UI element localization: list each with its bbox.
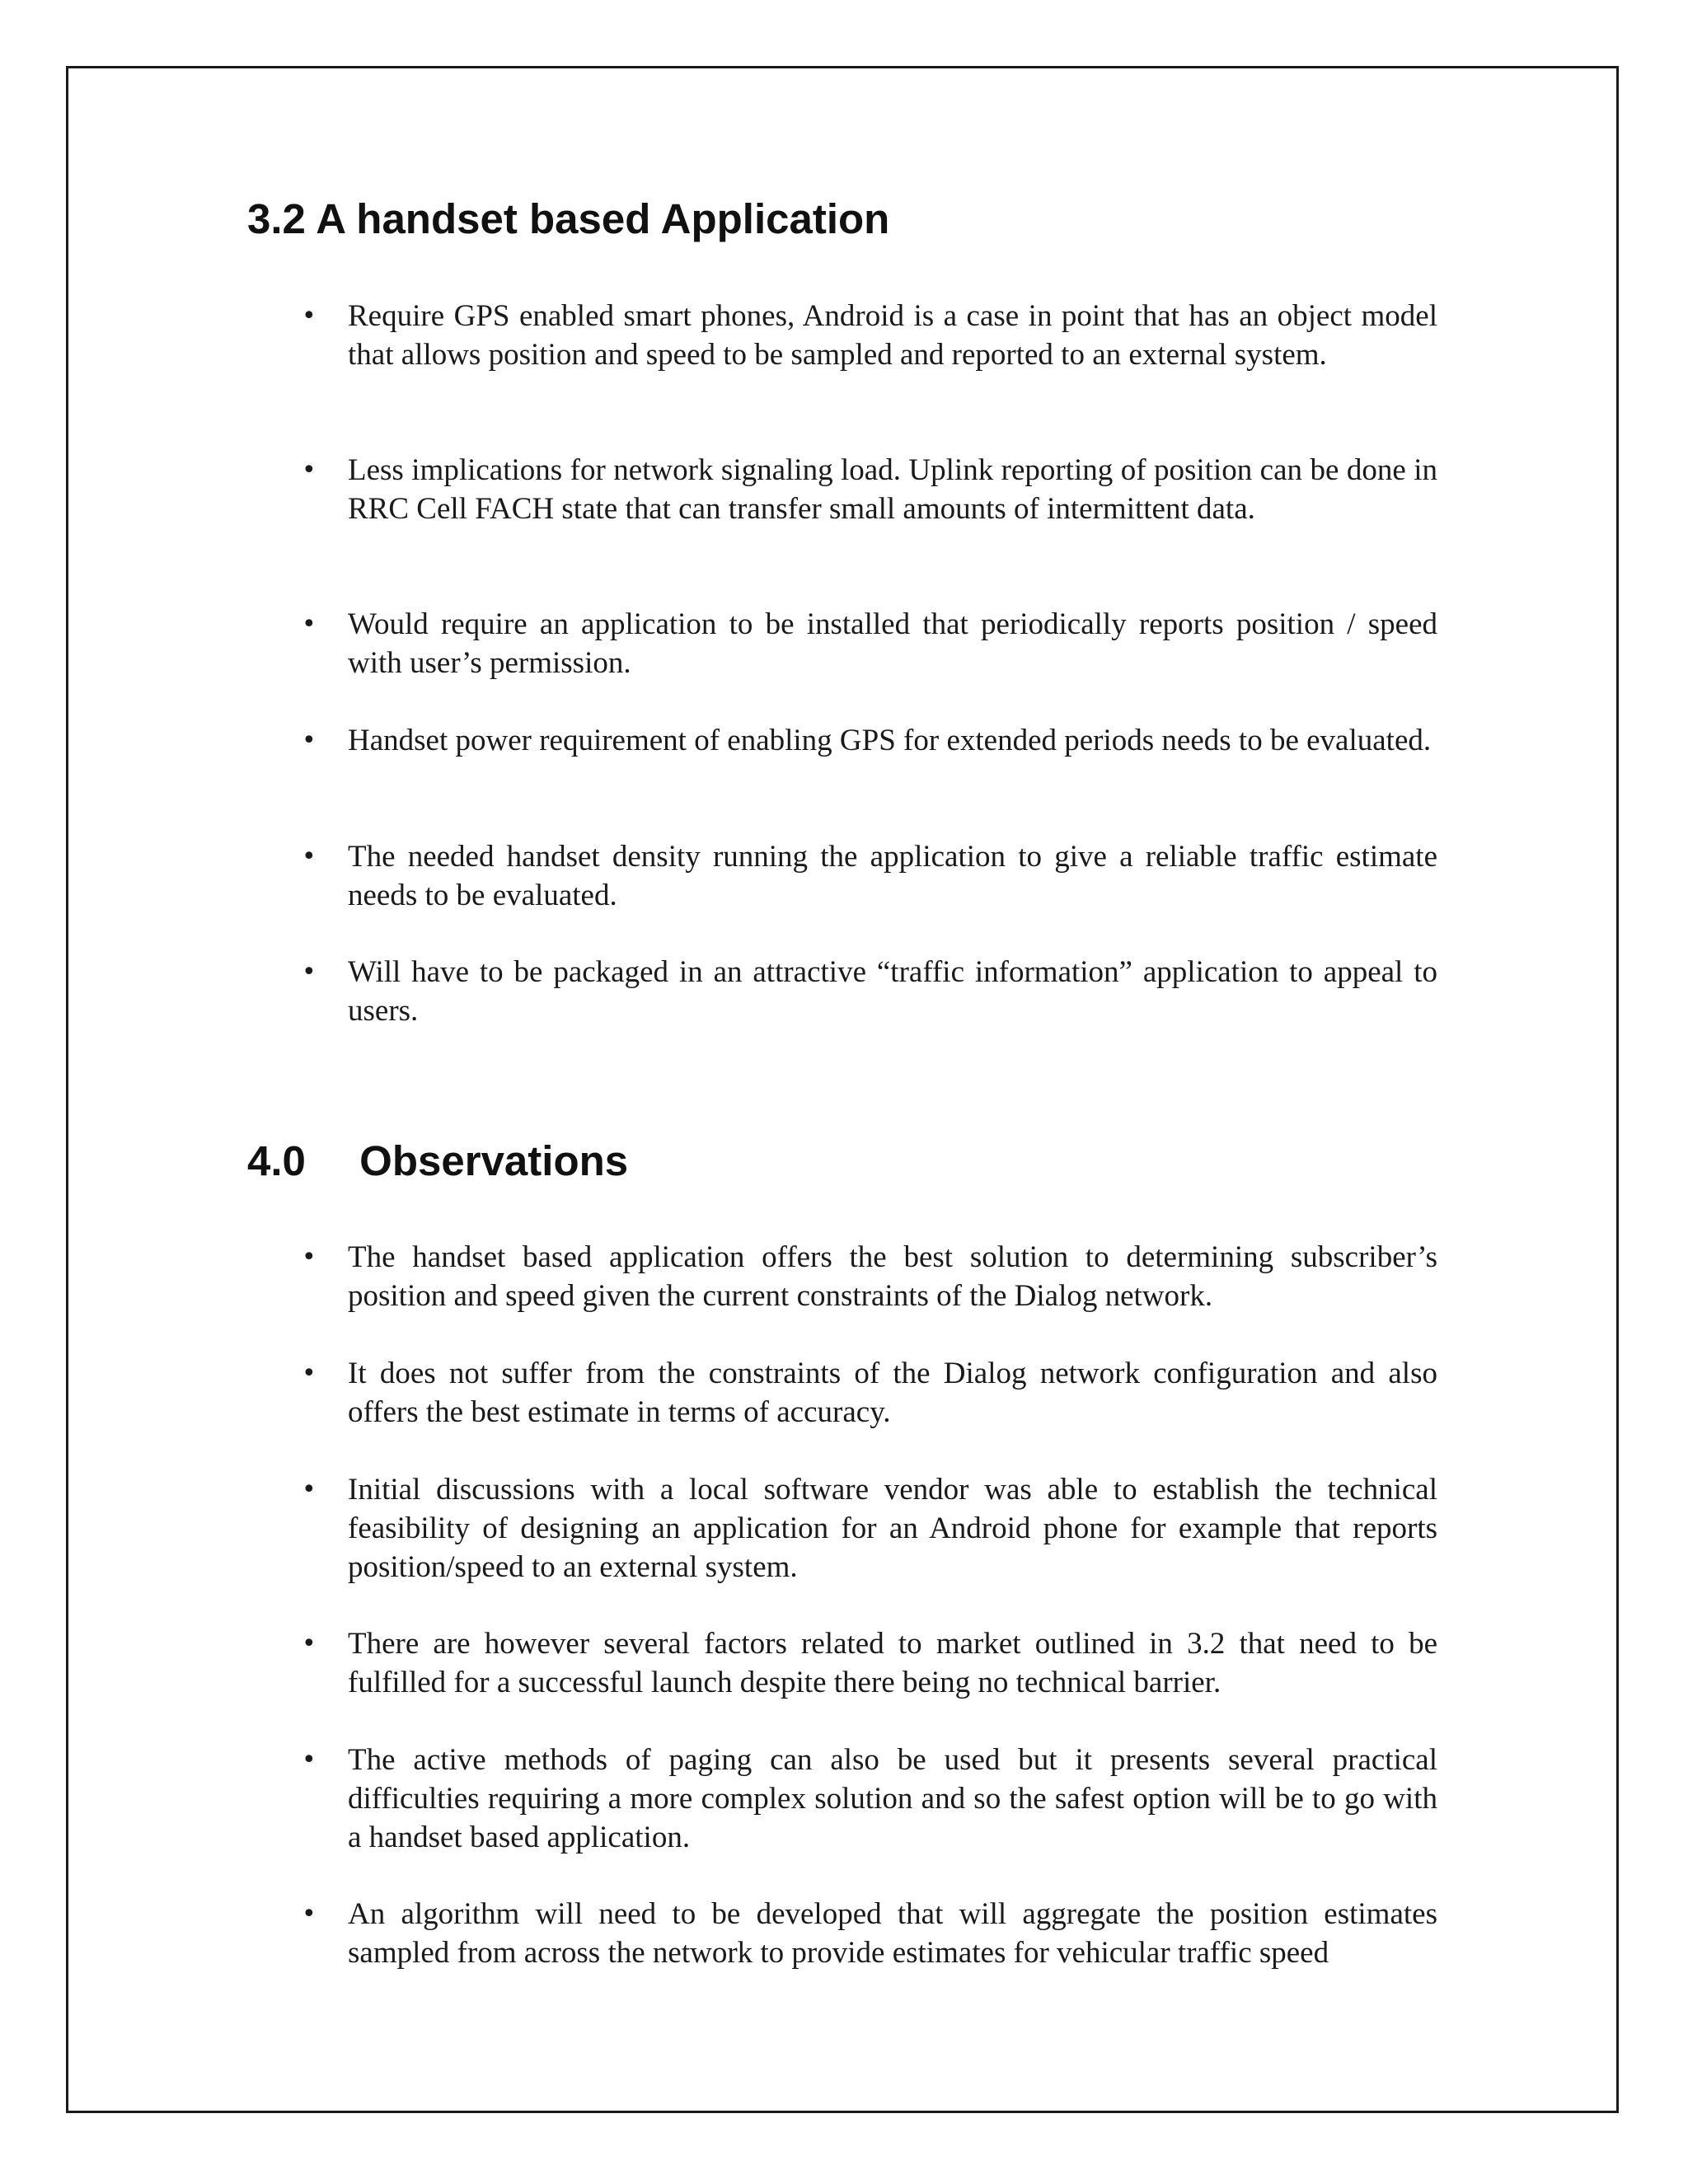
list-item: • Initial discussions with a local software vendor was able to establish the technical feasibility of designing an application for an Android phone for example that reports position/speed to an external system. [348,1470,1437,1586]
bullet-icon: • [302,610,316,639]
bullet-icon: • [302,1629,316,1658]
bullet-icon: • [302,302,316,330]
bullet-icon: • [302,1243,316,1272]
section-heading-4-0 [247,1137,628,1185]
list-item: • Require GPS enabled smart phones, Android is a case in point that has an object model that allows position and speed to be sampled and reported to an external system. [348,297,1437,374]
list-item: • There are however several factors related to market outlined in 3.2 that need to be fulfilled for a successful launch despite there being no technical barrier. [348,1624,1437,1702]
list-item: • It does not suffer from the constraints of the Dialog network configuration and also offers the best estimate in terms of accuracy. [348,1354,1437,1432]
list-item: • The needed handset density running the application to give a reliable traffic estimate needs to be evaluated. [348,837,1437,915]
section-number: 3.2 [247,195,306,242]
list-item: • Less implications for network signaling load. Uplink reporting of position can be done in RRC Cell FACH state that can transfer small amounts of intermittent data. [348,451,1437,528]
section-title: Observations [359,1137,629,1184]
bullet-icon: • [302,1900,316,1929]
list-item: • The active methods of paging can also be used but it presents several practical difficulties requiring a more complex solution and so the safest option will be to go with a handset based application. [348,1741,1437,1857]
bullet-icon: • [302,726,316,755]
section-number: 4.0 [247,1137,306,1184]
list-item: • Would require an application to be installed that periodically reports position / speed with user’s permission. [348,605,1437,682]
bullet-icon: • [302,842,316,871]
section-title: A handset based Application [316,195,890,242]
bullet-icon: • [302,958,316,987]
list-item: • The handset based application offers the best solution to determining subscriber’s position and speed given the current constraints of the Dialog network. [348,1238,1437,1315]
list-item: • Will have to be packaged in an attractive “traffic information” application to appeal to users. [348,953,1437,1030]
bullet-icon: • [302,456,316,485]
section-heading-3-2 [247,194,889,243]
list-item: • Handset power requirement of enabling GPS for extended periods needs to be evaluated. [348,721,1437,760]
list-item: • An algorithm will need to be developed that will aggregate the position estimates sampled from across the network to provide estimates for vehicular traffic speed [348,1895,1437,1972]
bullet-icon: • [302,1746,316,1774]
bullet-icon: • [302,1475,316,1504]
bullet-icon: • [302,1359,316,1388]
